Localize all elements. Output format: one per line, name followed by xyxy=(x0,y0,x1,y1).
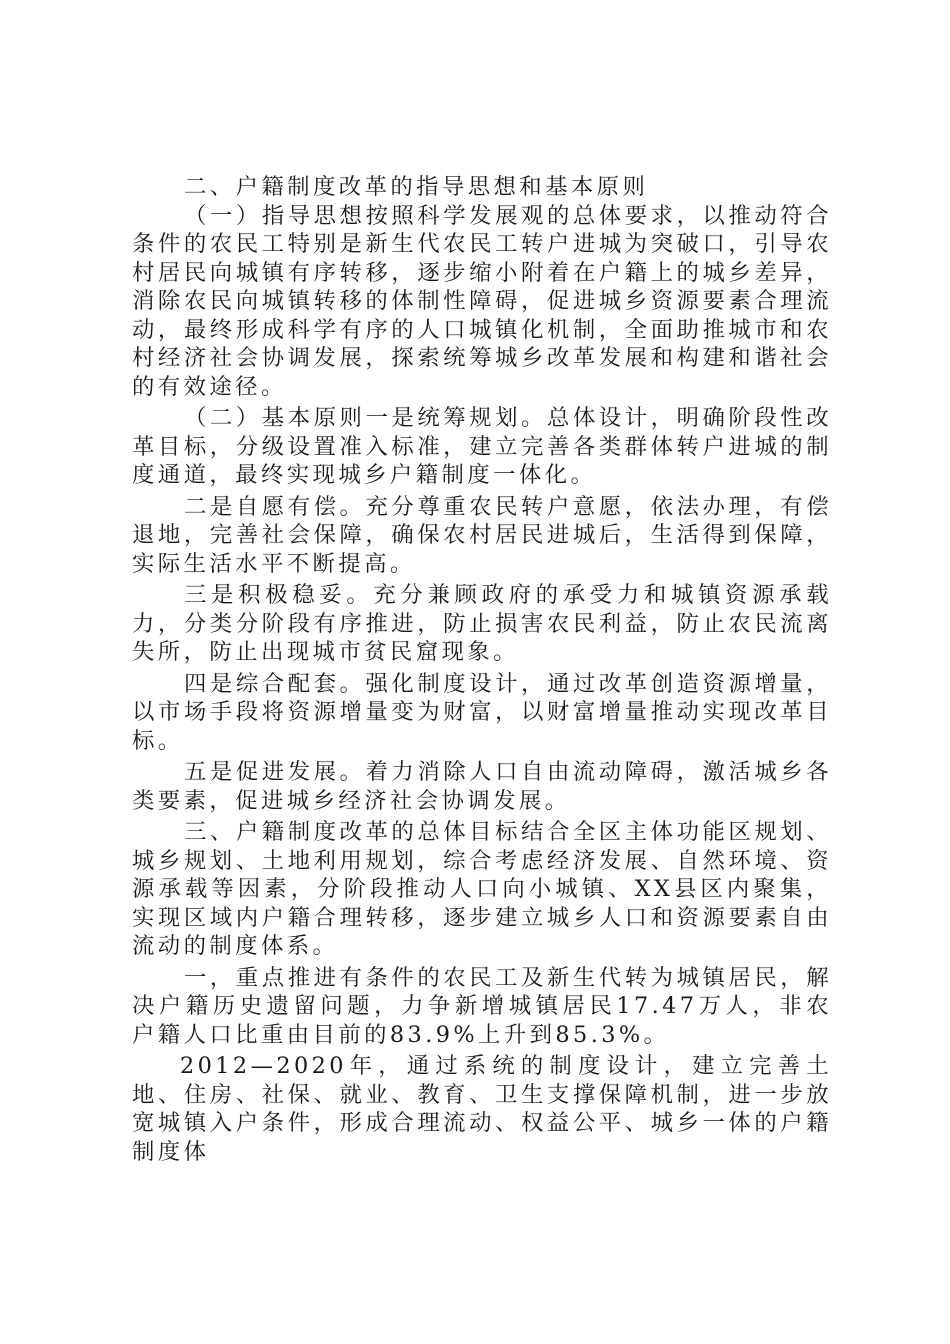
paragraph-principle-3: 三是积极稳妥。充分兼顾政府的承受力和城镇资源承载力，分类分阶段有序推进，防止损害农民利益，防止农民流离失所，防止出现城市贫民窟现象。 xyxy=(132,582,832,665)
paragraph-goal-stage-1: 一，重点推进有条件的农民工及新生代转为城镇居民，解决户籍历史遗留问题，力争新增城镇居民17.47万人，非农户籍人口比重由目前的83.9%上升到85.3%。 xyxy=(132,964,832,1048)
paragraph-overall-goal: 三、户籍制度改革的总体目标结合全区主体功能区规划、城乡规划、土地利用规划，综合考虑经济发展、自然环境、资源承载等因素，分阶段推动人口向小城镇、XX县区内聚集，实现区域内户籍合理转移，逐步建立城乡人口和资源要素自由流动的制度体系。 xyxy=(132,819,832,959)
document-body xyxy=(132,173,832,1169)
paragraph-basic-principles: （二）基本原则一是统筹规划。总体设计，明确阶段性改革目标，分级设置准入标准，建立完善各类群体转户进城的制度通道，最终实现城乡户籍制度一体化。 xyxy=(132,405,832,488)
section-heading-guiding-principles: 二、户籍制度改革的指导思想和基本原则 xyxy=(184,174,649,200)
paragraph-guiding-thought: （一）指导思想按照科学发展观的总体要求，以推动符合条件的农民工特别是新生代农民工转户进城为突破口，引导农村居民向城镇有序转移，逐步缩小附着在户籍上的城乡差异，消除农民向城镇转移的体制性障碍，促进城乡资源要素合理流动，最终形成科学有序的人口城镇化机制，全面助推城市和农村经济社会协调发展，探索统筹城乡改革发展和构建和谐社会的有效途径。 xyxy=(132,202,832,400)
paragraph-principle-5: 五是促进发展。着力消除人口自由流动障碍，激活城乡各类要素，促进城乡经济社会协调发展。 xyxy=(132,759,832,814)
paragraph-goal-2012-2020: 2012—2020年，通过系统的制度设计，建立完善土地、住房、社保、就业、教育、卫生支撑保障机制，进一步放宽城镇入户条件，形成合理流动、权益公平、城乡一体的户籍制度体 xyxy=(132,1053,832,1165)
paragraph-principle-2: 二是自愿有偿。充分尊重农民转户意愿，依法办理，有偿退地，完善社会保障，确保农村居民进城后，生活得到保障，实际生活水平不断提高。 xyxy=(132,493,832,577)
paragraph-principle-4: 四是综合配套。强化制度设计，通过改革创造资源增量，以市场手段将资源增量变为财富，以财富增量推动实现改革目标。 xyxy=(132,670,832,754)
